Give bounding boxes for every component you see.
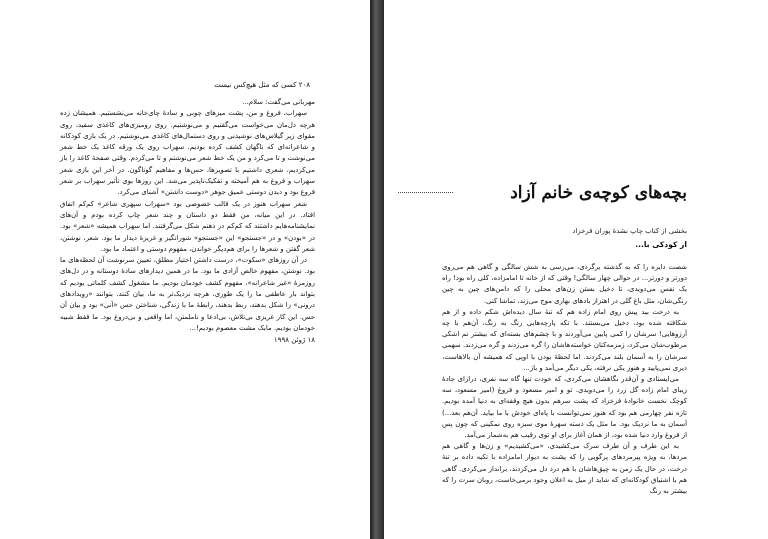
right-page-body (442, 262, 687, 497)
paragraph: در آن روزهای «سکوت»، درست داشتن اختیار مطلق، تعیین سرنوشت آن لحظه‌های ما بود. نوشتن، مفهوم خالص آزادی ما بود. ما در همین دیدارهای سادهٔ دوستانه و در دل‌های روزمرهٔ «غیر شاعرانه»، مفهوم کشف خودمان بودیم. ما مشغول کشف کلماتی بودیم که بتواند بار عاطفی ما را یک طوری، هرچه نزدیک‌تر به ما، بیان کنند. بتوانند «رویدادهای درونی» را شکل بدهند، ربط بدهند، رابطهٔ ما با زندگی، شناختن حس «آنی» بود و بیان آن حس. این کار غریزی بی‌تلاش، بی‌ادعا و ناملمتن، اما واقعی و بی‌دروغ بود. ما فقط شبیه خودمان بودیم. مایک مشت معصوم بودیم!... (60, 256, 315, 332)
signature-date: ۱۸ ژوئن ۱۹۹۸ (273, 336, 315, 345)
opening-line: مهربانی می‌گفت: سلام... (242, 98, 315, 106)
paragraph: می‌ایستادی و آن‌قدر نگاهشان می‌کردی، که خودت تنها گاه سه نفری، درازای جادهٔ زیبای امام زاده گل زرد را می‌دویدی. تو و امیر مسعود و فروغ (امیر مسعود، سه کوچک نخست خانوادهٔ فرخزاد که پشت سرهم بدون هیچ وقفه‌ای به دنیا آمده بودیم. تازه نفر چهارمی هم بود که هنوز نمی‌توانست با پاه‌ای خودش با ما بیاید. آن‌هم بعد...) آسمان به ما نزدیک بود. ما مثل یک دسته سهرهٔ موی سبزه روی نمکینی که چون پس از فروغ وارد دنیا شده بود، از همان آغاز برای او توی رقیب هم به‌شمار می‌آمد. (442, 375, 687, 440)
chapter-title: بچه‌های کوچه‌ی خانم آزاد (510, 183, 687, 203)
source-line: بخشی از کتاب چاپ نشدهٔ پوران فرخزاد (572, 227, 687, 235)
paragraph: شصت دایره را که به گذشته برگردی، می‌رسی به شش سالگی و گاهی هم می‌روی دورتر و دورتر... در حوالی چهار سالگی! وقتی که از خانه تا امامزاده، کلی راه بود! راه یک نفس می‌دویدی، تا دخیل بستن زن‌های محلی را که دامن‌های چین به چین رنگی‌شان، مثل باغ گلی در اهتزاز بادهای بهاری موج می‌زند، تماشا کنی. (442, 263, 687, 305)
paragraph: به این طرف و آن طرف سرک می‌کشیدی، «می‌کشیدیم» و زن‌ها و گاهی هم مردها، به ویژه پیرمردهای پرگویی را که پشت به دیوار امامزاده با تکیه داده بر تنهٔ درخت، در حال یک زمن به چپق‌هاشان با هم درد دل می‌کردند، برانداز می‌کردی. گاهی هم با اشتیاق کودکانه‌ای که شاید از میل به اعلان وجود برمی‌خاست، روبان سرت را که بیشتر به رنگ (442, 442, 687, 496)
title-dotted-rule (398, 192, 453, 194)
paragraph: به درخت بید پیش روی امام زاده هم که تنهٔ سال دیده‌اش شکم داده و از هم شکافته شده بود، دخیل می‌بستند. با تکه پارچه‌هایی رنگ به رنگ، آن‌هم با چه آرزوهایی! سرشان را کمی پایین می‌آوردند و با چشم‌های بسته‌ای که بیشتر نم اشکی مرطوب‌شان می‌کرد، زمزمه‌کنان خواسته‌هاشان را گره می‌زدند و گره می‌زدند. سهمی سرشان را به آسمان بلند می‌کردند. اما لحظهٔ بودن با اوپی که همیشه آن بالاهاست، دیری نمی‌پایید و هنوز یکی نرفته، یکی دیگر می‌آمد و باز... (442, 307, 687, 372)
left-page-body (60, 97, 315, 347)
paragraph: سهراب، فروغ و من، پشت میزهای چوبی و سادهٔ چای‌خانه می‌نشستیم. همیشان زده هرچه دل‌مان می‌خواست می‌گفتیم و می‌نوشتیم. روی رومیزی‌های کاغذی سفید، روی مقوای زیر گیلاس‌های نوشیدنی و روی دستمال‌های کاغذی می‌نوشتیم. در یک بازی کودکانه و شاعرانه‌ای که ناگهان کشف کرده بودیم. سهراب روی یک ورقه کاغذ یک خط شعر می‌نوشت و تا می‌کرد و من یک خط شعر می‌نوشتم و تا می‌کردم. وقتی صفحهٔ کاغذ را باز می‌کردیم، شعری داشتیم با تصویرها، حس‌ها و مفاهیم گوناگون. در آخر این بازی شعر سهراب و فروغ به هم آمیخته و تفکیک‌ناپذیر می‌شد. این روزها بوی تأثیر سهراب بر شعر فروغ بود و دیدن دوستی عمیق جوهر «دوست داشتن» آشنای می‌کرد. (60, 109, 315, 197)
running-head: ۲۰۸ کسی که مثل هیچ‌کس نیست (214, 81, 310, 89)
chapter-subtitle: از کودکی با... (635, 240, 687, 249)
book-gutter (370, 0, 384, 539)
paragraph: شعر سهراب هنوز در یک قالب خصوصی بود «سهراب سپهری شاعر» کم‌کم اتفاق افتاد. در این میانه، من فقط دو داستان و چند شعر چاپ کرده بودم و آن‌های نمایشنامه‌هایم داشتند که کم‌کم در ذهنم شکل می‌گرفتند. اما سهراب همیشه «شعر» بود. در «بودن» و در «جستجو» این «جستجو» شورانگیز و غریزهٔ دیدار ما بود. شعر، نوشتن، شعر گفتن و شعرها را برای هم‌دیگر خواندن، مفهوم دوستی و اعتماد ما بود. (60, 199, 315, 253)
left-page (0, 0, 370, 539)
